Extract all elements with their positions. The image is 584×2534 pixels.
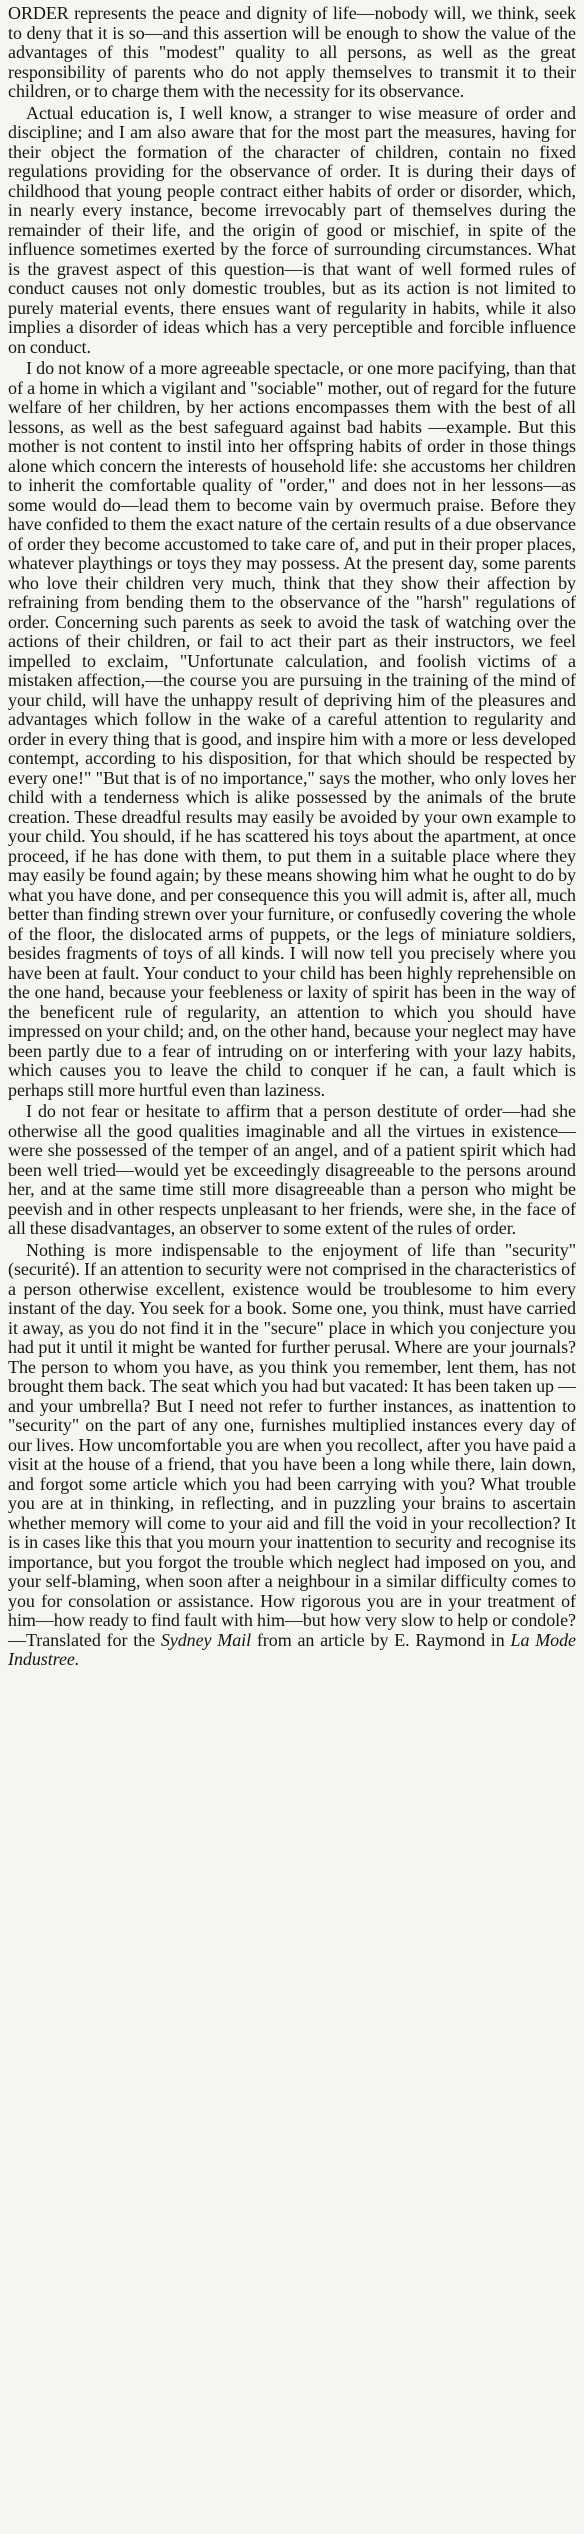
credit-publication: Sydney Mail: [160, 1629, 252, 1650]
paragraph-1: [8, 4, 576, 102]
paragraph-text: represents the peace and dignity of life—nobody will, we think, seek to deny that it is so—and this assertion will be enough to show the value of the advantages of this "modest" quality to all persons, as well as the great responsibility of parents who do not apply themselves to transmit it to their children, or to charge them with the necessity for its observance.: [8, 3, 576, 101]
lead-word: ORDER: [8, 3, 69, 23]
paragraph-2: Actual education is, I well know, a stranger to wise measure of order and discipline; and I am also aware that for the most part the measures, having for their object the formation of the character of children, contain no fixed regulations providing for the observance of order. It is during their days of childhood that young people contract either habits of order or disorder, which, in nearly every instance, become irrevocably part of themselves during the remainder of their life, and the origin of good or mischief, in spite of the influence sometimes exerted by the force of surrounding circumstances. What is the gravest aspect of this question—is that want of well formed rules of conduct causes not only domestic troubles, but as its action is not limited to purely material events, there ensues want of regularity in habits, while it also implies a disorder of ideas which has a very perceptible and forcible influence on conduct.: [8, 102, 576, 357]
paragraph-5: [8, 1241, 576, 1670]
credit-source: La Mode Industree.: [8, 1629, 576, 1669]
paragraph-3: I do not know of a more agreeable spectacle, or one more pacifying, than that of a home in which a vigilant and "sociable" mother, out of regard for the future welfare of her children, by her actions encompasses them with the best of all lessons, as well as the best safeguard against bad habits —example. But this mother is not content to instil into her offspring habits of order in those things alone which concern the interests of household life: she accustoms her children to inherit the comfortable quality of "order," and does not in her lessons—as some would do—lead them to become vain by overmuch praise. Before they have confided to them the exact nature of the certain results of a due observance of order they become accustomed to take care of, and put in their proper places, whatever playthings or toys they may possess. At the present day, some parents who love their children very much, think that they show their affection by refraining from bending them to the observance of the "harsh" regulations of order. Concerning such parents as seek to avoid the task of watching over the actions of their children, or fail to act their part as their instructors, we feel impelled to exclaim, "Unfortunate calculation, and foolish victims of a mistaken affection,—the course you are pursuing in the training of the mind of your child, will have the unhappy result of depriving him of the pleasures and advantages which follow in the wake of a careful attention to regularity and order in every thing that is good, and inspire him with a more or less developed contempt, according to his disposition, for that which should be respected by every one!" "But that is of no importance," says the mother, who only loves her child with a tenderness which is alike possessed by the animals of the brute creation. These dreadful results may easily be avoided by your own example to your child. You should, if he has scattered his toys about the apartment, at once proceed, if he has done with them, to put them in a suitable place where they may easily be found again; by these means showing him what he ought to do by what you have done, and per consequence this you will admit is, after all, much better than finding strewn over your furniture, or confusedly covering the whole of the floor, the dislocated arms of puppets, or the legs of miniature soldiers, besides fragments of toys of all kinds. I will now tell you precisely where you have been at fault. Your conduct to your child has been highly reprehensible on the one hand, because your feebleness or laxity of spirit has been in the way of the beneficent rule of regularity, an attention to which you should have impressed on your child; and, on the other hand, because your neglect may have been partly due to a fear of intruding on or interfering with your lazy habits, which causes you to leave the child to conquer if he can, a fault which is perhaps still more hurtful even than laziness.: [8, 358, 576, 1100]
paragraph-text: Nothing is more indispensable to the enjoyment of life than "security" (securité). If an attention to security were not comprised in the characteristics of a person otherwise excellent, existence would be troublesome to him every instant of the day. You seek for a book. Some one, you think, must have carried it away, as you do not find it in the "secure" place in which you conjecture you had put it until it might be wanted for further perusal. Where are your journals? The person to whom you have, as you think you remember, lent them, has not brought them back. The seat which you had but vacated: It has been taken up —and your umbrella? But I need not refer to further instances, as inattention to "security" on the part of any one, furnishes multiplied instances every day of our lives. How uncomfortable you are when you recollect, after you have paid a visit at the house of a friend, that you have been a long while there, lain down, and forgot some article which you had been carrying with you? What trouble you are at in thinking, in reflecting, and in puzzling your brains to ascertain whether memory will come to your aid and fill the void in your recollection? It is in cases like this that you mourn your inattention to security and recognise its importance, but you forgot the trouble which neglect had imposed on you, and your self-blaming, when soon after a neighbour in a similar difficulty comes to you for consolation or assistance. How rigorous you are in your treatment of him—how ready to find fault with him—but how very slow to help or condole?—Translated for the: [8, 1239, 576, 1650]
credit-text: from an article by E. Raymond in: [251, 1629, 511, 1650]
paragraph-4: I do not fear or hesitate to affirm that a person destitute of order—had she otherwise all the good qualities imaginable and all the virtues in existence—were she possessed of the temper of an angel, and of a patient spirit which had been well tried—would yet be exceedingly disagreeable to the persons around her, and at the same time still more disagreeable than a person who might be peevish and in other respects unpleasant to her friends, were she, in the face of all these disadvantages, an observer to some extent of the rules of order.: [8, 1101, 576, 1238]
